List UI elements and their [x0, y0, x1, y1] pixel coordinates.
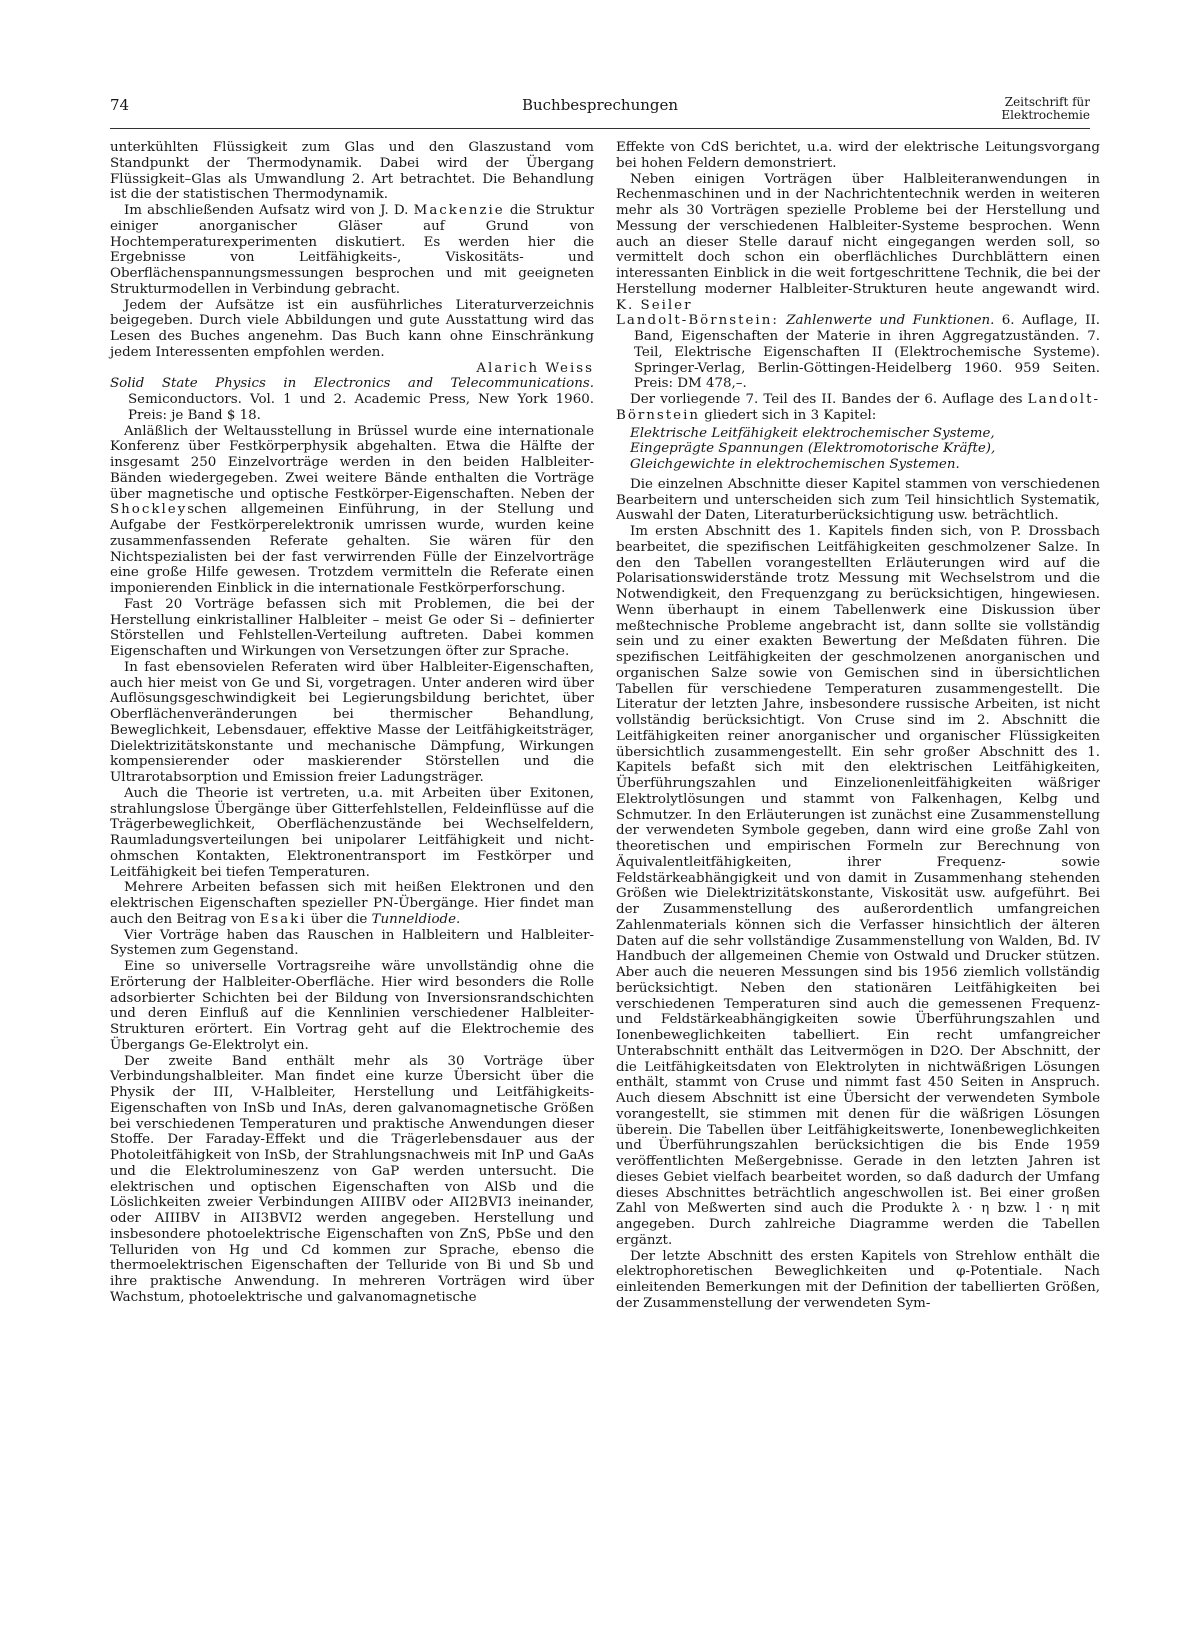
- paragraph: Vier Vorträge haben das Rauschen in Halbleitern und Halbleiter-Systemen zum Gegenstand.: [110, 927, 594, 959]
- paragraph: Auch die Theorie ist vertreten, u.a. mit Arbeiten über Exitonen, strahlungslose Übergänge über Gitterfehlstellen, Feldeinflüsse auf die Trägerbeweglichkeit, Oberflächenzustände bei Wechselfeldern, Raumladungsverteilungen bei unipolarer Leitfähigkeit und nicht-ohmschen Kontakten, Elektronentransport im Festkörper und Leitfähigkeit bei tiefen Temperaturen.: [110, 785, 594, 880]
- section-title: Buchbesprechungen: [521, 96, 679, 114]
- paragraph: Im ersten Abschnitt des 1. Kapitels finden sich, von P. Drossbach bearbeitet, die spezifischen Leitfähigkeiten geschmolzener Salze. In den den Tabellen vorangestellten Erläuterungen wird auf die Polarisationswiderstände trotz Messung mit Wechselstrom und die Notwendigkeit, den Frequenzgang zu berücksichtigen, hingewiesen. Wenn überhaupt in einem Tabellenwerk eine Diskussion über meßtechnische Probleme angebracht ist, dann sollte sie vollständig sein und zu einer exakten Bewertung der Meßdaten führen. Die spezifischen Leitfähigkeiten der geschmolzenen anorganischen und organischen Salze sowie von Gemischen sind in übersichtlichen Tabellen für verschiedene Temperaturen zusammengestellt. Die Literatur der letzten Jahre, insbesondere russische Arbeiten, ist nicht vollständig berücksichtigt. Von Cruse sind im 2. Abschnitt die Leitfähigkeiten reiner anorganischer und organischer Flüssigkeiten übersichtlich zusammengestellt. Ein sehr großer Abschnitt des 1. Kapitels befaßt sich mit den elektrischen Leitfähigkeiten, Überführungszahlen und Einzelionenleitfähigkeiten wäßriger Elektrolytlösungen und stammt von Falkenhagen, Kelbg und Schmutzer. In den Erläuterungen ist zunächst eine Zusammenstellung der verwendeten Symbole gegeben, dann wird eine große Zahl von theoretischen und empirischen Formeln zur Berechnung von Äquivalentleitfähigkeiten, ihrer Frequenz- sowie Feldstärkeabhängigkeit und von damit in Zusammenhang stehenden Größen wie Dielektrizitätskonstante, Viskosität usw. aufgeführt. Bei der Zusammenstellung des außerordentlich umfangreichen Zahlenmaterials können sich die Verfasser hinsichtlich der älteren Daten auf die sehr vollständige Zusammenstellung von Walden, Bd. IV Handbuch der allgemeinen Chemie von Ostwald und Drucker stützen. Aber auch die neueren Messungen sind bis 1956 ziemlich vollständig berücksichtigt. Neben den stationären Leitfähigkeiten bei verschiedenen Temperaturen sind auch die gemessenen Frequenz- und Feldstärkeabhängigkeiten sowie Überführungszahlen und Ionenbeweglichkeiten tabelliert. Ein recht umfangreicher Unterabschnitt enthält das Leitvermögen in D2O. Der Abschnitt, der die Leitfähigkeitsdaten von Elektrolyten in nichtwäßrigen Lösungen enthält, stammt von Cruse und nimmt fast 450 Seiten in Anspruch. Auch diesem Abschnitt ist eine Übersicht der verwendeten Symbole vorangestellt, sie stimmen mit denen für die wäßrigen Lösungen überein. Die Tabellen über Leitfähigkeitswerte, Ionenbeweglichkeiten und Überführungszahlen berücksichtigen die bis Ende 1959 veröffentlichten Meßergebnisse. Gerade in den letzten Jahren ist dieses Gebiet vielfach bearbeitet worden, so daß dadurch der Umfang dieses Abschnittes beträchtlich angeschwollen ist. Bei einer großen Zahl von Meßwerten sind auch die Produkte λ · η bzw. l · η mit angegeben. Durch zahlreiche Diagramme werden die Tabellen ergänzt.: [616, 524, 1100, 1248]
- header-rule: [110, 128, 1090, 129]
- paragraph: Der zweite Band enthält mehr als 30 Vorträge über Verbindungshalbleiter. Man findet eine kurze Übersicht über die Physik der III, V-Halbleiter, Herstellung und Leitfähigkeits-Eigenschaften von InSb und InAs, deren galvanomagnetische Größen bei verschiedenen Temperaturen und praktische Anwendungen dieser Stoffe. Der Faraday-Effekt und die Trägerlebensdauer aus der Photoleitfähigkeit von InSb, der Strahlungsnachweis mit InP und GaAs und die Elektrolumineszenz von GaP werden untersucht. Die elektrischen und optischen Eigenschaften von AlSb und die Löslichkeiten zweier Verbindungen AIIIBV oder AII2BVI3 ineinander, oder AIIIBV in AII3BVI2 werden angegeben. Herstellung und insbesondere photoelektrische Eigenschaften von ZnS, PbSe und den Telluriden von Hg und Cd kommen zur Sprache, ebenso die thermoelektrischen Eigenschaften der Telluride von Bi und Sb und ihre praktische Anwendung. In mehreren Vorträgen wird über Wachstum, photoelektrische und galvanomagnetische: [110, 1053, 594, 1305]
- paragraph: Effekte von CdS berichtet, u.a. wird der elektrische Leitungsvorgang bei hohen Feldern demonstriert.: [616, 140, 1100, 171]
- paragraph: Im abschließenden Aufsatz wird von J. D. Mackenzie die Struktur einiger anorganischer Gläser auf Grund von Hochtemperaturexperimenten diskutiert. Es werden hier die Ergebnisse von Leitfähigkeits-, Viskositäts- und Oberflächenspannungsmessungen besprochen und mit geeigneten Strukturmodellen in Verbindung gebracht.: [110, 203, 594, 297]
- paragraph: Eine so universelle Vortragsreihe wäre unvollständig ohne die Erörterung der Halbleiter-Oberfläche. Hier wird besonders die Rolle adsorbierter Schichten bei der Bildung von Inversionsrandschichten und deren Einfluß auf die Kennlinien verschiedener Halbleiter-Strukturen erörtert. Ein Vortrag geht auf die Elektrochemie des Übergangs Ge-Elektrolyt ein.: [110, 959, 594, 1053]
- journal-name: [1001, 96, 1090, 122]
- book-reference: Landolt-Börnstein: Zahlenwerte und Funktionen. 6. Auflage, II. Band, Eigenschaften der Materie in ihren Aggregatzuständen. 7. Teil, Elektrische Eigenschaften II (Elektrochemische Systeme). Springer-Verlag, Berlin-Göttingen-Heidelberg 1960. 959 Seiten. Preis: DM 478,–.: [616, 313, 1100, 392]
- author-name: Shockley: [110, 502, 188, 518]
- author-name: Esaki: [259, 911, 307, 927]
- right-column: [616, 140, 1100, 1312]
- chapter-item: Eingeprägte Spannungen (Elektromotorische Kräfte),: [630, 441, 996, 457]
- page-number: 74: [110, 96, 130, 114]
- book-title: Solid State Physics in Electronics and Telecommunications.: [110, 376, 594, 392]
- journal-name-line2: Elektrochemie: [1001, 108, 1090, 122]
- journal-name-line1: Zeitschrift für: [1004, 95, 1090, 109]
- chapter-item: Gleichgewichte in elektrochemischen Systemen.: [630, 457, 960, 472]
- paragraph: Neben einigen Vorträgen über Halbleiteranwendungen in Rechenmaschinen und in der Nachrichtentechnik werden in weiteren mehr als 30 Vorträgen spezielle Probleme bei der Herstellung und Messung der verschiedenen Halbleiter-Systeme besprochen. Wenn auch an dieser Stelle darauf nicht eingegangen werden soll, so vermittelt doch schon ein oberflächliches Durchblättern einen interessanten Einblick in die weit fortgeschrittene Technik, die bei der Herstellung moderner Halbleiter-Strukturen heute angewandt wird. K. Seiler: [616, 171, 1100, 313]
- author-name: Mackenzie: [413, 203, 505, 218]
- paragraph: unterkühlten Flüssigkeit zum Glas und den Glaszustand vom Standpunkt der Thermodynamik. Dabei wird der Übergang Flüssigkeit–Glas als Umwandlung 2. Art betrachtet. Die Behandlung ist die der statistischen Thermodynamik.: [110, 140, 594, 203]
- paragraph: Anläßlich der Weltausstellung in Brüssel wurde eine internationale Konferenz über Festkörperphysik abgehalten. Etwa die Hälfte der insgesamt 250 Einzelvorträge werden in den beiden Halbleiter-Bänden wiedergegeben. Zwei weitere Bände enthalten die Vorträge über magnetische und optische Festkörper-Eigenschaften. Neben der Shockleyschen allgemeinen Einführung, in der Stellung und Aufgabe der Festkörperelektronik umrissen wurde, wurden keine zusammenfassenden Referate gehalten. Sie wären für den Nichtspezialisten bei der fast verwirrenden Fülle der Einzelvorträge eine große Hilfe gewesen. Trotzdem vermitteln die Referate einen imponierenden Einblick in die internationale Festkörperforschung.: [110, 423, 594, 596]
- reviewer-signature: Alarich Weiss: [476, 360, 594, 376]
- reviewer-signature: K. Seiler: [616, 297, 693, 313]
- paragraph: Die einzelnen Abschnitte dieser Kapitel stammen von verschiedenen Bearbeitern und unterscheiden sich zum Teil hinsichtlich Systematik, Auswahl der Daten, Literaturberücksichtigung usw. beträchtlich.: [616, 476, 1100, 524]
- left-column: [110, 140, 594, 1306]
- book-title: Zahlenwerte und Funktionen.: [778, 313, 995, 329]
- chapter-item: Elektrische Leitfähigkeit elektrochemischer Systeme,: [630, 425, 995, 441]
- paragraph: Der letzte Abschnitt des ersten Kapitels von Strehlow enthält die elektrophoretischen Beweglichkeiten und φ-Potentiale. Nach einleitenden Bemerkungen mit der Definition der tabellierten Größen, der Zusammenstellung der verwendeten Sym-: [616, 1248, 1100, 1311]
- paragraph: Fast 20 Vorträge befassen sich mit Problemen, die bei der Herstellung einkristalliner Halbleiter – meist Ge oder Si – definierter Störstellen und Fehlstellen-Verteilung auftreten. Dabei kommen Eigenschaften und Wirkungen von Versetzungen öfter zur Sprache.: [110, 596, 594, 659]
- paragraph: In fast ebensovielen Referaten wird über Halbleiter-Eigenschaften, auch hier meist von Ge und Si, vorgetragen. Unter anderen wird über Auflösungsgeschwindigkeit bei Legierungsbildung berichtet, über Oberflächenveränderungen bei thermischer Behandlung, Beweglichkeit, Lebensdauer, effektive Masse der Leitfähigkeitsträger, Dielektrizitätskonstante und mechanische Dämpfung, Wirkungen kompensierender oder maskierender Störstellen und die Ultrarotabsorption und Emission freier Ladungsträger.: [110, 659, 594, 785]
- paragraph: Der vorliegende 7. Teil des II. Bandes der 6. Auflage des Landolt-Börnstein gliedert sich in 3 Kapitel:: [616, 392, 1100, 423]
- book-author: Landolt-Börnstein:: [616, 313, 779, 329]
- chapter-list: [616, 426, 1100, 473]
- book-author: Landolt-Börnstein: [616, 392, 1100, 423]
- paragraph: Mehrere Arbeiten befassen sich mit heißen Elektronen und den elektrischen Eigenschaften spezieller PN-Übergänge. Hier findet man auch den Beitrag von Esaki über die Tunneldiode.: [110, 880, 594, 927]
- page-header: [110, 96, 1090, 132]
- paragraph: Jedem der Aufsätze ist ein ausführliches Literaturverzeichnis beigegeben. Durch viele Abbildungen und gute Ausstattung wird das Lesen des Buches angenehm. Das Buch kann ohne Einschränkung jedem Interessenten empfohlen werden.: [110, 297, 594, 360]
- book-reference: Solid State Physics in Electronics and Telecommunications. Semiconductors. Vol. 1 und 2. Academic Press, New York 1960. Preis: je Band $ 18.: [110, 376, 594, 423]
